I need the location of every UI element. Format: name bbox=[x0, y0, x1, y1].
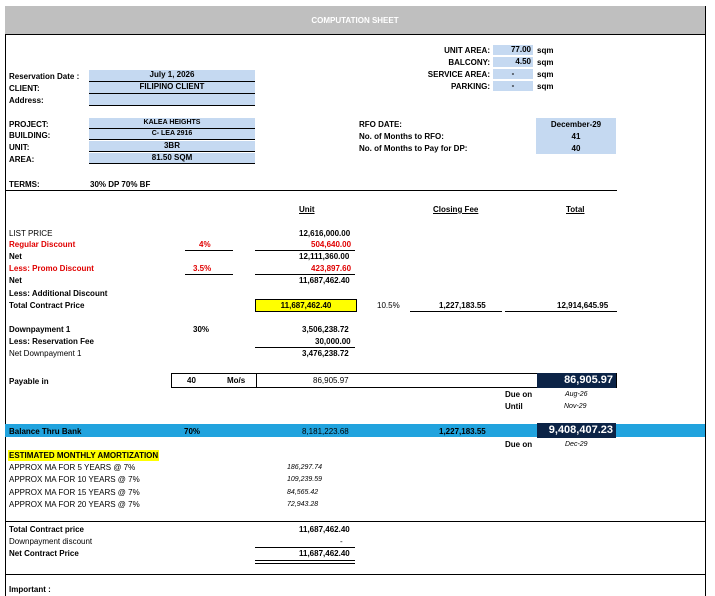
net1-label: Net bbox=[9, 252, 22, 261]
payable-highlight: 86,905.97 bbox=[537, 373, 616, 388]
unit-field: 3BR bbox=[89, 141, 255, 152]
summary-tcp-value: 11,687,462.40 bbox=[299, 525, 350, 534]
payable-amount: 86,905.97 bbox=[313, 376, 349, 385]
col-closing-fee-header: Closing Fee bbox=[433, 205, 479, 214]
parking-value: - bbox=[493, 81, 533, 91]
unit-area-unit: sqm bbox=[537, 46, 554, 55]
summary-dp-underline bbox=[255, 547, 355, 548]
balcony-value: 4.50 bbox=[493, 57, 533, 67]
dp-pct: 30% bbox=[193, 325, 210, 334]
building-field: C- LEA 2916 bbox=[89, 129, 255, 140]
tcp-value: 11,687,462.40 bbox=[255, 299, 357, 312]
bank-label: Balance Thru Bank bbox=[9, 427, 82, 436]
terms-label: TERMS: bbox=[9, 180, 40, 189]
area-field: 81.50 SQM bbox=[89, 153, 255, 164]
net2-value: 11,687,462.40 bbox=[299, 276, 350, 285]
parking-label: PARKING: bbox=[451, 82, 490, 91]
col-total-header: Total bbox=[566, 205, 585, 214]
terms-value: 30% DP 70% BF bbox=[90, 180, 151, 189]
parking-unit: sqm bbox=[537, 82, 554, 91]
balcony-unit: sqm bbox=[537, 58, 554, 67]
client-field: FILIPINO CLIENT bbox=[89, 82, 255, 94]
dp-value: 3,506,238.72 bbox=[302, 325, 349, 334]
payable-until-value: Nov-29 bbox=[564, 403, 587, 410]
unit-area-value: 77.00 bbox=[493, 45, 533, 55]
payable-due-on-label: Due on bbox=[505, 390, 533, 399]
months-pay-dp-label: No. of Months to Pay for DP: bbox=[359, 144, 468, 153]
closing-fee-value: 1,227,183.55 bbox=[439, 301, 486, 310]
reservation-date-field: July 1, 2026 bbox=[89, 70, 255, 82]
regular-discount-value: 504,640.00 bbox=[311, 240, 352, 249]
reservation-fee-label: Less: Reservation Fee bbox=[9, 337, 94, 346]
regular-discount-pct: 4% bbox=[199, 240, 211, 249]
promo-discount-pct: 3.5% bbox=[193, 264, 212, 273]
amort-15y-value: 84,565.42 bbox=[287, 489, 319, 496]
client-label: CLIENT: bbox=[9, 84, 40, 93]
promo-discount-label: Less: Promo Discount bbox=[9, 264, 94, 273]
list-price-label: LIST PRICE bbox=[9, 229, 53, 238]
months-to-rfo-value: 41 bbox=[571, 132, 581, 141]
bank-pct: 70% bbox=[184, 427, 201, 436]
amort-5y-value: 186,297.74 bbox=[287, 464, 323, 471]
building-label: BUILDING: bbox=[9, 131, 51, 140]
summary-ncp-label: Net Contract Price bbox=[9, 549, 79, 558]
sheet-left-border bbox=[5, 6, 6, 596]
area-label: AREA: bbox=[9, 155, 35, 164]
amortization-title: ESTIMATED MONTHLY AMORTIZATION bbox=[9, 451, 159, 460]
sheet-title: COMPUTATION SHEET bbox=[5, 6, 705, 35]
additional-discount-label: Less: Additional Discount bbox=[9, 289, 108, 298]
summary-tcp-label: Total Contract price bbox=[9, 525, 84, 534]
summary-ncp-double-underline bbox=[255, 560, 355, 564]
rfo-date-label: RFO DATE: bbox=[359, 120, 402, 129]
closing-fee-pct: 10.5% bbox=[377, 301, 400, 310]
bank-closing-fee: 1,227,183.55 bbox=[439, 427, 486, 436]
tcp-label: Total Contract Price bbox=[9, 301, 85, 310]
bank-due-on-label: Due on bbox=[505, 440, 533, 449]
unit-area-label: UNIT AREA: bbox=[444, 46, 490, 55]
reservation-fee-value: 30,000.00 bbox=[315, 337, 351, 346]
closing-fee-underline bbox=[410, 311, 502, 312]
payable-due-on-value: Aug-26 bbox=[565, 391, 588, 398]
payable-months: 40 bbox=[187, 376, 196, 385]
total-underline bbox=[505, 311, 617, 312]
net-dp-value: 3,476,238.72 bbox=[302, 349, 349, 358]
col-unit-header: Unit bbox=[299, 205, 315, 214]
address-label: Address: bbox=[9, 96, 44, 105]
summary-ncp-value: 11,687,462.40 bbox=[299, 549, 350, 558]
net-dp-label: Net Downpayment 1 bbox=[9, 349, 82, 358]
amort-20y-value: 72,943.28 bbox=[287, 501, 319, 508]
total-value: 12,914,645.95 bbox=[557, 301, 609, 310]
project-label: PROJECT: bbox=[9, 120, 49, 129]
promo-pct-underline bbox=[185, 274, 233, 275]
sheet-right-border bbox=[705, 6, 706, 596]
promo-discount-value: 423,897.60 bbox=[311, 264, 352, 273]
payable-divider bbox=[256, 373, 257, 387]
balcony-label: BALCONY: bbox=[448, 58, 490, 67]
bank-due-on-value: Dec-29 bbox=[565, 441, 588, 448]
amort-10y-value: 109,239.59 bbox=[287, 476, 323, 483]
promo-underline bbox=[255, 274, 355, 275]
summary-divider bbox=[5, 521, 705, 522]
important-divider bbox=[5, 574, 705, 575]
list-price-value: 12,616,000.00 bbox=[299, 229, 351, 238]
service-area-label: SERVICE AREA: bbox=[427, 70, 490, 79]
payable-until-label: Until bbox=[505, 402, 523, 411]
regular-discount-underline bbox=[255, 250, 355, 251]
net1-value: 12,111,360.00 bbox=[299, 252, 350, 261]
months-pay-dp-value: 40 bbox=[571, 144, 581, 153]
service-area-unit: sqm bbox=[537, 70, 554, 79]
regular-discount-pct-underline bbox=[185, 250, 233, 251]
amort-15y-label: APPROX MA FOR 15 YEARS @ 7% bbox=[9, 488, 140, 497]
summary-dp-discount-value: - bbox=[340, 537, 343, 546]
project-field: KALEA HEIGHTS bbox=[89, 118, 255, 129]
important-label: Important : bbox=[9, 585, 51, 594]
terms-divider bbox=[5, 190, 617, 191]
summary-dp-discount-label: Downpayment discount bbox=[9, 537, 93, 546]
reservation-date-label: Reservation Date : bbox=[9, 72, 80, 81]
service-area-value: - bbox=[493, 69, 533, 79]
reservation-fee-underline bbox=[255, 347, 355, 348]
net2-label: Net bbox=[9, 276, 22, 285]
unit-label: UNIT: bbox=[9, 143, 30, 152]
bank-amount: 8,181,223.68 bbox=[302, 427, 349, 436]
months-to-rfo-label: No. of Months to RFO: bbox=[359, 132, 444, 141]
payable-label: Payable in bbox=[9, 377, 49, 386]
rfo-date-value: December-29 bbox=[550, 120, 602, 129]
dp-label: Downpayment 1 bbox=[9, 325, 71, 334]
regular-discount-label: Regular Discount bbox=[9, 240, 76, 249]
address-field bbox=[89, 94, 255, 106]
amort-5y-label: APPROX MA FOR 5 YEARS @ 7% bbox=[9, 463, 136, 472]
payable-unit: Mo/s bbox=[227, 376, 246, 385]
amort-10y-label: APPROX MA FOR 10 YEARS @ 7% bbox=[9, 475, 140, 484]
amort-20y-label: APPROX MA FOR 20 YEARS @ 7% bbox=[9, 500, 140, 509]
bank-total: 9,408,407.23 bbox=[537, 423, 616, 438]
